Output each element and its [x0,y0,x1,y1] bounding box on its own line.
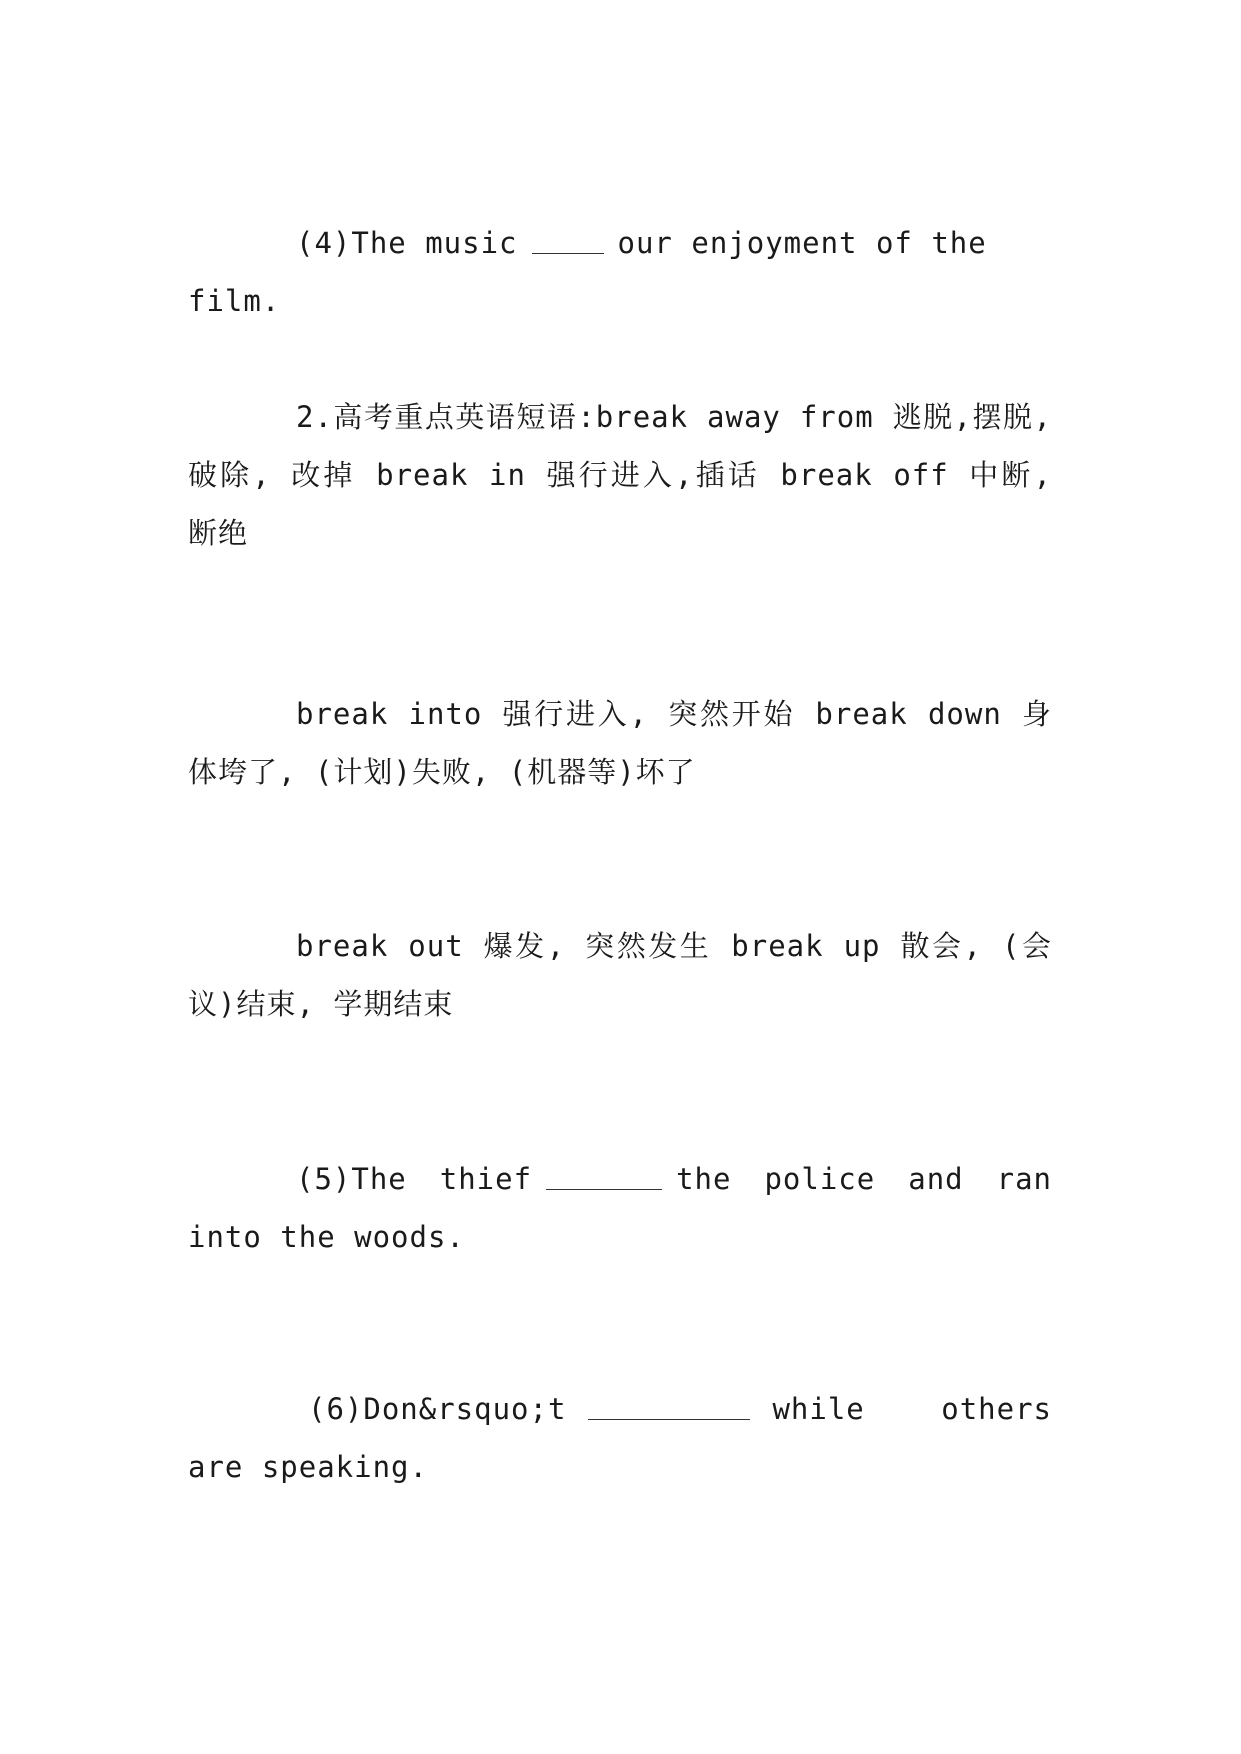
question-4 [188,214,1052,330]
question-5-text-before: (5)The thief [296,1162,533,1196]
question-4-text-after: our enjoyment of the film. [188,226,987,318]
question-6-text-after: while others are speaking. [188,1392,1052,1484]
question-4-text-before: (4)The music [296,226,518,260]
answer-blank [532,224,604,254]
question-5-text-after: the police and ran into the woods. [188,1162,1053,1254]
answer-blank [546,1160,662,1190]
question-6 [188,1380,1052,1496]
question-6-text-before: (6)Don&rsquo;t [308,1392,567,1426]
phrases-paragraph-3: break out 爆发, 突然发生 break up 散会, (会议)结束, 学期结束 [188,929,1052,1021]
answer-blank [588,1390,750,1420]
question-5 [188,1150,1052,1266]
phrases-intro-paragraph: 2.高考重点英语短语:break away from 逃脱,摆脱,破除, 改掉 break in 强行进入,插话 break off 中断, 断绝 [188,400,1052,550]
phrases-paragraph-2: break into 强行进入, 突然开始 break down 身体垮了, (计划)失败, (机器等)坏了 [188,697,1052,789]
